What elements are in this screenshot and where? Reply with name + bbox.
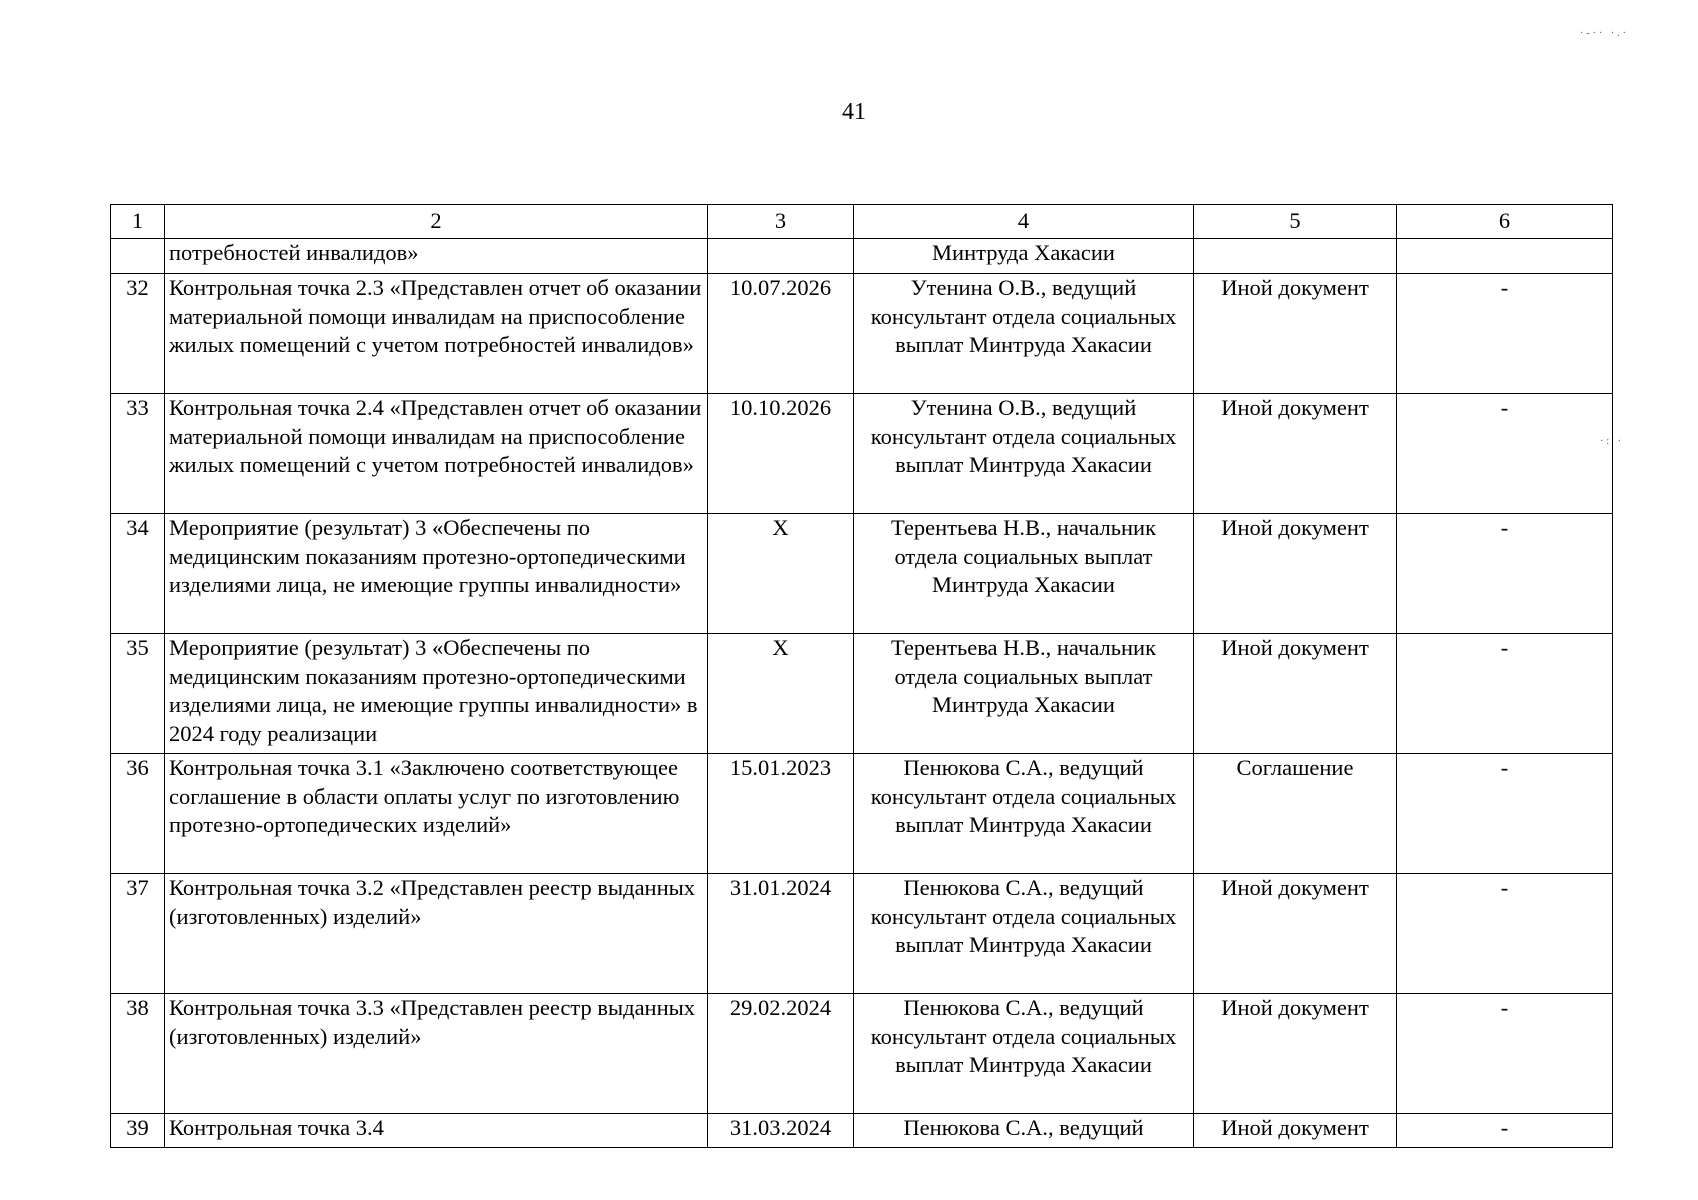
document-type: Соглашение [1194, 754, 1397, 874]
document-type: Иной документ [1194, 634, 1397, 754]
column-number-row [111, 205, 1613, 239]
document-type: Иной документ [1194, 394, 1397, 514]
table-row [111, 1114, 1613, 1148]
note: - [1397, 394, 1613, 514]
row-number: 36 [111, 754, 165, 874]
row-number: 39 [111, 1114, 165, 1148]
column-header: 2 [165, 205, 708, 239]
responsible-person: Пенюкова С.А., ведущий [854, 1114, 1194, 1148]
document-type: Иной документ [1194, 874, 1397, 994]
deadline-date: 31.03.2024 [708, 1114, 854, 1148]
note [1397, 239, 1613, 274]
column-header: 4 [854, 205, 1194, 239]
responsible-person: Утенина О.В., ведущий консультант отдела социальных выплат Минтруда Хакасии [854, 274, 1194, 394]
responsible-person: Утенина О.В., ведущий консультант отдела социальных выплат Минтруда Хакасии [854, 394, 1194, 514]
table-row [111, 754, 1613, 874]
item-description: Контрольная точка 2.4 «Представлен отчет об оказании материальной помощи инвалидам на приспособление жилых помещений с учетом потребностей инвалидов» [165, 394, 708, 514]
item-description: Контрольная точка 3.3 «Представлен реестр выданных (изготовленных) изделий» [165, 994, 708, 1114]
item-description: Контрольная точка 3.1 «Заключено соответствующее соглашение в области оплаты услуг по изготовлению протезно-ортопедических изделий» [165, 754, 708, 874]
column-header: 3 [708, 205, 854, 239]
responsible-person: Терентьева Н.В., начальник отдела социальных выплат Минтруда Хакасии [854, 514, 1194, 634]
row-number: 34 [111, 514, 165, 634]
deadline-date: 10.07.2026 [708, 274, 854, 394]
deadline-date [708, 239, 854, 274]
note: - [1397, 634, 1613, 754]
table-row [111, 874, 1613, 994]
deadline-date: 10.10.2026 [708, 394, 854, 514]
document-type: Иной документ [1194, 274, 1397, 394]
table-row [111, 994, 1613, 1114]
responsible-person: Пенюкова С.А., ведущий консультант отдела социальных выплат Минтруда Хакасии [854, 874, 1194, 994]
responsible-person: Терентьева Н.В., начальник отдела социальных выплат Минтруда Хакасии [854, 634, 1194, 754]
note: - [1397, 274, 1613, 394]
note: - [1397, 1114, 1613, 1148]
control-points-table [110, 204, 1613, 1148]
deadline-date: Х [708, 634, 854, 754]
row-number: 32 [111, 274, 165, 394]
scan-noise: ·: · [1600, 436, 1624, 447]
item-description: потребностей инвалидов» [165, 239, 708, 274]
item-description: Мероприятие (результат) 3 «Обеспечены по медицинским показаниям протезно-ортопедическими изделиями лица, не имеющие группы инвалидности» в 2024 году реализации [165, 634, 708, 754]
column-header: 5 [1194, 205, 1397, 239]
item-description: Контрольная точка 3.4 [165, 1114, 708, 1148]
item-description: Контрольная точка 2.3 «Представлен отчет об оказании материальной помощи инвалидам на приспособление жилых помещений с учетом потребностей инвалидов» [165, 274, 708, 394]
deadline-date: Х [708, 514, 854, 634]
document-type: Иной документ [1194, 514, 1397, 634]
column-header: 1 [111, 205, 165, 239]
deadline-date: 15.01.2023 [708, 754, 854, 874]
table-row [111, 634, 1613, 754]
column-header: 6 [1397, 205, 1613, 239]
table-row [111, 274, 1613, 394]
row-number: 35 [111, 634, 165, 754]
note: - [1397, 994, 1613, 1114]
page-number: 41 [842, 99, 866, 125]
note: - [1397, 754, 1613, 874]
scan-noise: ·-·· ·.· [1580, 28, 1629, 39]
item-description: Контрольная точка 3.2 «Представлен реестр выданных (изготовленных) изделий» [165, 874, 708, 994]
table-row [111, 514, 1613, 634]
table-row [111, 239, 1613, 274]
row-number [111, 239, 165, 274]
responsible-person: Минтруда Хакасии [854, 239, 1194, 274]
document-type: Иной документ [1194, 994, 1397, 1114]
deadline-date: 29.02.2024 [708, 994, 854, 1114]
document-type: Иной документ [1194, 1114, 1397, 1148]
item-description: Мероприятие (результат) 3 «Обеспечены по медицинским показаниям протезно-ортопедическими изделиями лица, не имеющие группы инвалидности» [165, 514, 708, 634]
row-number: 38 [111, 994, 165, 1114]
document-type [1194, 239, 1397, 274]
table-row [111, 394, 1613, 514]
deadline-date: 31.01.2024 [708, 874, 854, 994]
row-number: 33 [111, 394, 165, 514]
row-number: 37 [111, 874, 165, 994]
note: - [1397, 874, 1613, 994]
responsible-person: Пенюкова С.А., ведущий консультант отдела социальных выплат Минтруда Хакасии [854, 754, 1194, 874]
responsible-person: Пенюкова С.А., ведущий консультант отдела социальных выплат Минтруда Хакасии [854, 994, 1194, 1114]
note: - [1397, 514, 1613, 634]
